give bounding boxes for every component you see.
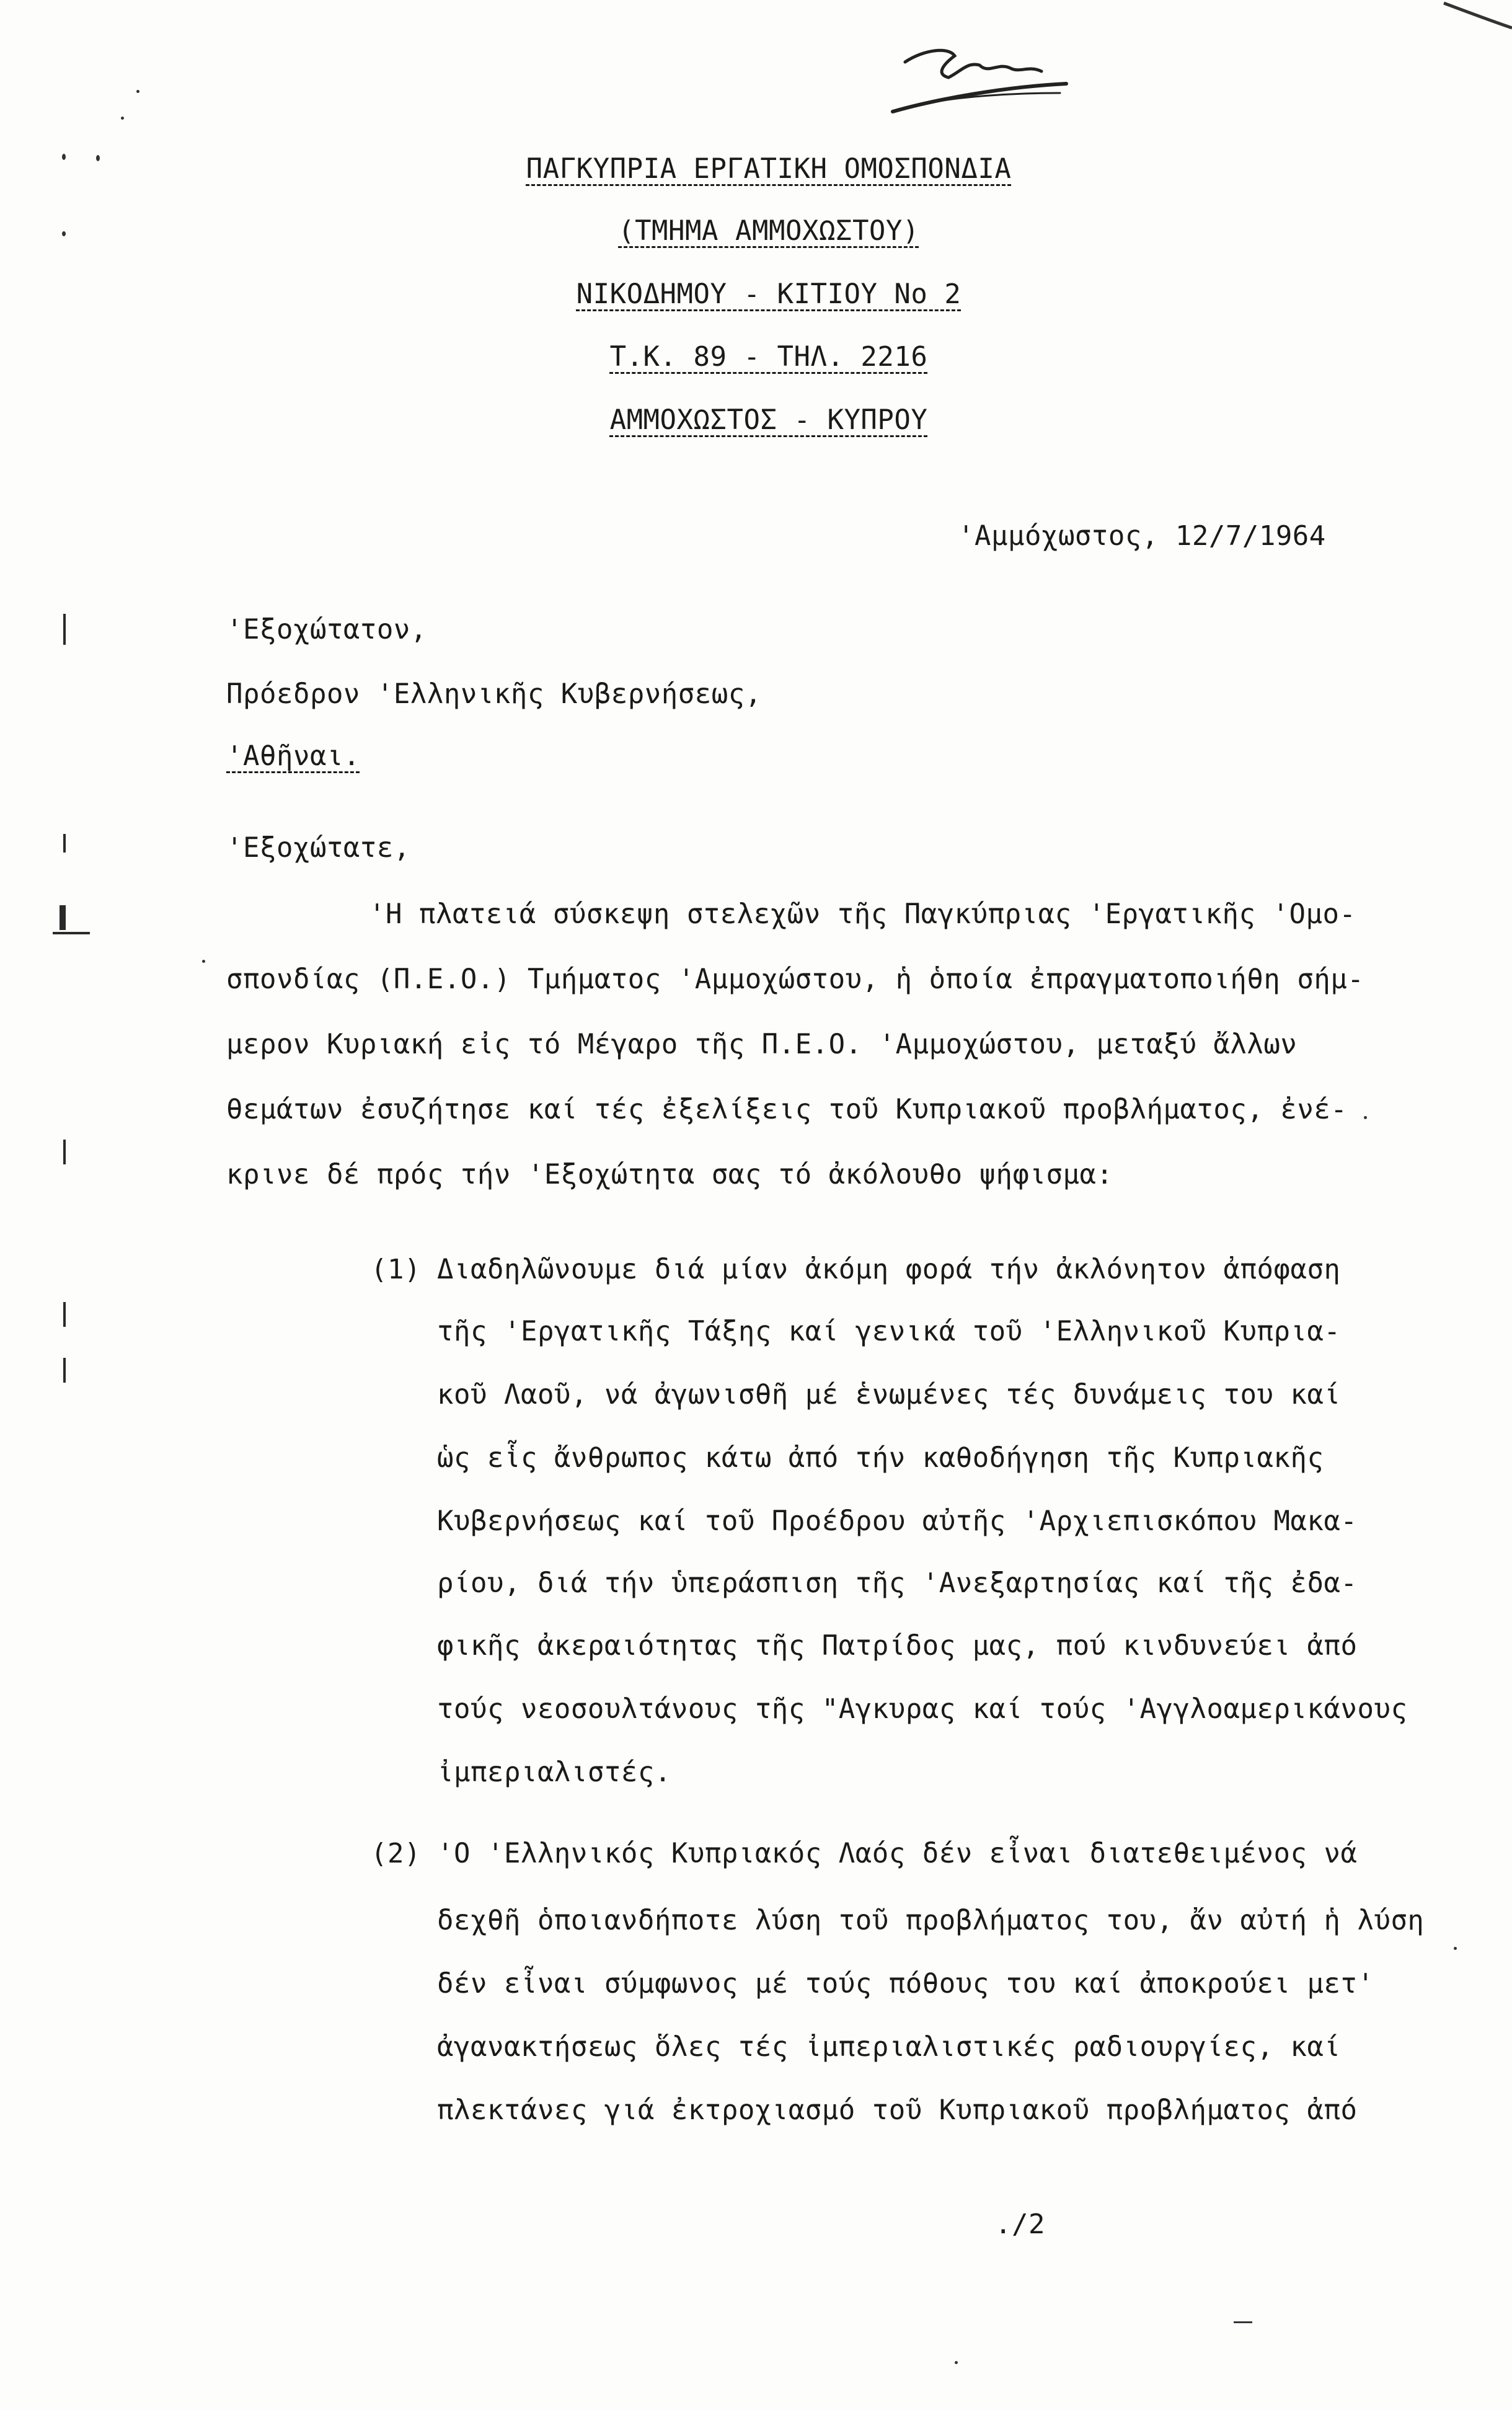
item-2-number: (2) [371,1838,421,1869]
letterhead-branch: (ΤΜΗΜΑ ΑΜΜΟΧΩΣΤΟΥ) [618,215,919,247]
page-continuation-marker: ./2 [995,2208,1045,2240]
intro-line-1: 'Η πλατειά σύσκεψη στελεχῶν τῆς Παγκύπριας 'Εργατικῆς 'Ομο- [369,898,1356,930]
scan-speck [62,231,66,236]
item-2-line: δεχθῆ ὁποιανδήποτε λύση τοῦ προβλήματος του, ἄν αὐτή ἡ λύση [437,1905,1425,1936]
handwritten-annotation [880,37,1079,124]
item-2-line: δέν εἶναι σύμφωνος μέ τούς πόθους του καί ἀποκρούει μετ' [437,1968,1374,2000]
margin-mark [63,614,66,645]
item-1-line: κοῦ Λαοῦ, νά ἀγωνισθῆ μέ ἑνωμένες τές δυνάμεις του καί [437,1379,1341,1411]
salutation: 'Εξοχώτατε, [226,832,410,864]
addressee-line-3: 'Αθῆναι. [226,740,360,772]
addressee-line-1: 'Εξοχώτατον, [226,614,427,645]
corner-scratch-mark [1438,0,1512,37]
letterhead-postal-phone: Τ.Κ. 89 - ΤΗΛ. 2216 [609,341,928,373]
item-1-number: (1) [371,1254,421,1285]
scan-speck [1454,1947,1457,1950]
item-1-line: φικῆς ἀκεραιότητας τῆς Πατρίδος μας, πού κινδυνεύει ἀπό [437,1630,1358,1662]
margin-mark [63,1358,66,1383]
letterhead-city: ΑΜΜΟΧΩΣΤΟΣ - ΚΥΠΡΟΥ [609,404,928,436]
scan-speck [136,90,139,93]
margin-mark [63,1302,66,1327]
intro-line-2: σπονδίας (Π.Ε.Ο.) Τμήματος 'Αμμοχώστου, ἡ ὁποία ἐπραγματοποιήθη σήμ- [226,964,1364,995]
intro-line-5: κρινε δέ πρός τήν 'Εξοχώτητα σας τό ἀκόλουθο ψήφισμα: [226,1159,1113,1190]
intro-line-4: θεμάτων ἐσυζήτησε καί τές ἐξελίξεις τοῦ Κυπριακοῦ προβλήματος, ἐνέ- [226,1094,1348,1125]
letterhead-street: ΝΙΚΟΔΗΜΟΥ - ΚΙΤΙΟΥ Νο 2 [576,278,962,310]
item-2-line: 'Ο 'Ελληνικός Κυπριακός Λαός δέν εἶναι διατεθειμένος νά [437,1838,1358,1869]
scan-speck [1364,1116,1367,1119]
item-1-line: ρίου, διά τήν ὑπεράσπιση τῆς 'Ανεξαρτησίας καί τῆς ἐδα- [437,1567,1358,1599]
scan-speck [202,960,205,963]
scan-speck [1234,2321,1252,2323]
date-line: 'Αμμόχωστος, 12/7/1964 [958,520,1326,552]
margin-mark [53,932,90,934]
scan-speck [121,117,124,120]
scan-speck [955,2361,958,2364]
margin-mark [63,834,66,853]
item-2-line: ἀγανακτήσεως ὅλες τές ἰμπεριαλιστικές ραδιουργίες, καί [437,2031,1341,2063]
item-1-line: ὡς εἷς ἄνθρωπος κάτω ἀπό τήν καθοδήγηση τῆς Κυπριακῆς [437,1442,1324,1474]
item-1-line: τῆς 'Εργατικῆς Τάξης καί γενικά τοῦ 'Ελληνικοῦ Κυπρια- [437,1316,1341,1347]
item-1-line: τούς νεοσουλτάνους τῆς "Αγκυρας καί τούς 'Αγγλοαμερικάνους [437,1693,1408,1725]
item-2-line: πλεκτάνες γιά ἐκτροχιασμό τοῦ Κυπριακοῦ προβλήματος ἀπό [437,2094,1358,2126]
margin-mark [63,1140,66,1164]
item-1-line: Διαδηλῶνουμε διά μίαν ἀκόμη φορά τήν ἀκλόνητον ἀπόφαση [437,1254,1341,1285]
item-1-line: ἰμπεριαλιστές. [437,1757,671,1788]
addressee-line-2: Πρόεδρον 'Ελληνικῆς Κυβερνήσεως, [226,678,762,710]
margin-mark [60,905,66,930]
scan-speck [96,155,100,161]
intro-line-3: μερον Κυριακή εἰς τό Μέγαρο τῆς Π.Ε.Ο. 'Αμμοχώστου, μεταξύ ἄλλων [226,1029,1298,1060]
letterhead-org-name: ΠΑΓΚΥΠΡΙΑ ΕΡΓΑΤΙΚΗ ΟΜΟΣΠΟΝΔΙΑ [526,153,1012,185]
item-1-line: Κυβερνήσεως καί τοῦ Προέδρου αὐτῆς 'Αρχιεπισκόπου Μακα- [437,1505,1358,1537]
scan-speck [62,154,66,160]
